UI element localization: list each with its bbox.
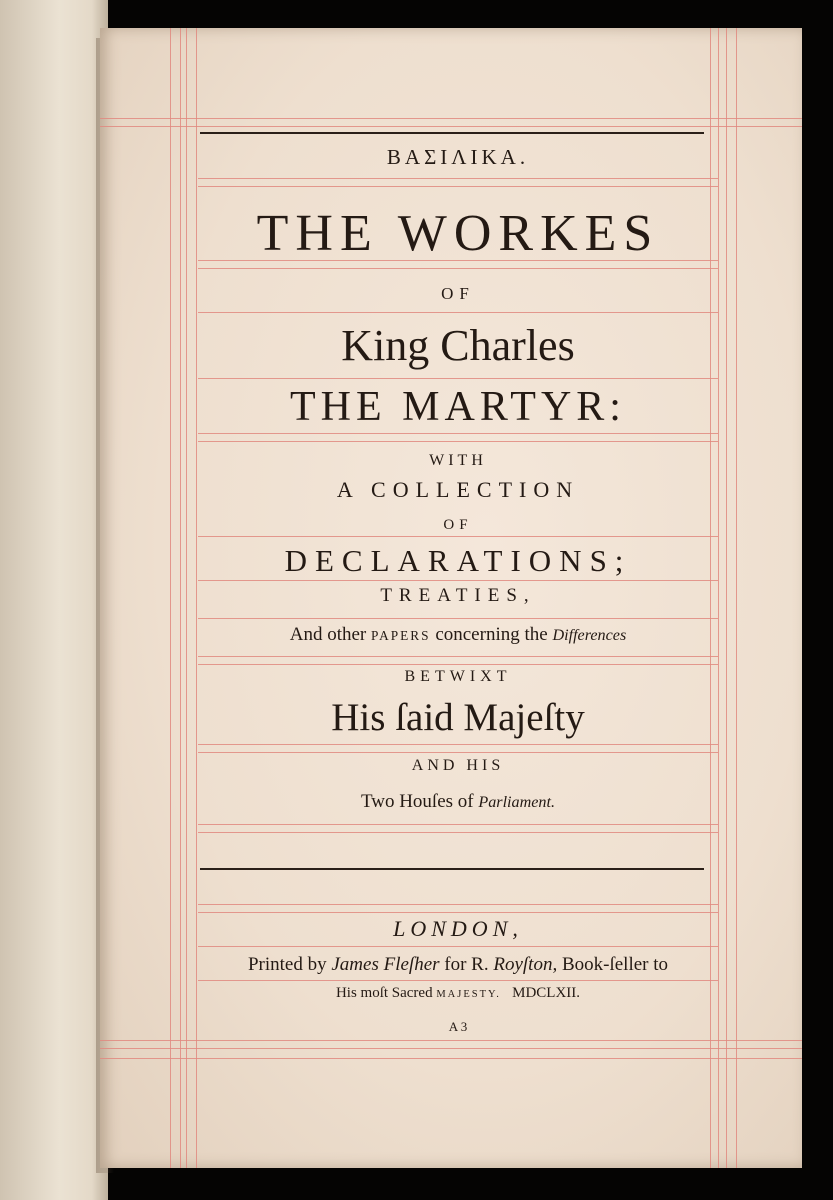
red-rule-inner bbox=[198, 656, 718, 657]
red-rule-horizontal bbox=[100, 126, 802, 127]
subject-line: King Charles bbox=[341, 321, 575, 370]
red-rule-vertical bbox=[170, 28, 171, 1168]
imprint-date: MDCLXII. bbox=[500, 985, 581, 1001]
papers-text: And other bbox=[289, 624, 371, 645]
papers-smallcaps: PAPERS bbox=[371, 628, 431, 643]
red-rule-inner bbox=[198, 832, 718, 833]
houses-line bbox=[198, 791, 718, 813]
red-rule-vertical bbox=[736, 28, 737, 1168]
red-rule-horizontal bbox=[100, 1048, 802, 1049]
of-line-2: OF bbox=[443, 517, 473, 533]
papers-text: concerning the bbox=[430, 624, 553, 645]
majesty-smallcaps: MAJESTY. bbox=[436, 989, 501, 1000]
red-rule-vertical bbox=[718, 28, 719, 1168]
printer-line bbox=[198, 954, 718, 976]
red-rule-inner bbox=[198, 980, 718, 981]
houses-text: Two Houſes of bbox=[360, 791, 479, 812]
red-rule-horizontal bbox=[100, 1040, 802, 1041]
printer-name-italic: James Fleſher bbox=[331, 954, 440, 975]
printed-rule-bottom bbox=[200, 868, 704, 870]
sacred-majesty-line bbox=[198, 985, 718, 1002]
red-rule-horizontal bbox=[100, 118, 802, 119]
red-rule-inner bbox=[198, 580, 718, 581]
red-rule-inner bbox=[198, 912, 718, 913]
red-rule-horizontal bbox=[100, 1058, 802, 1059]
printer-text: Printed by bbox=[247, 954, 332, 975]
red-rule-inner bbox=[198, 178, 718, 179]
sacred-text: His moſt Sacred bbox=[335, 985, 437, 1001]
declarations-line: DECLARATIONS; bbox=[284, 543, 632, 578]
red-rule-vertical bbox=[180, 28, 181, 1168]
red-rule-inner bbox=[198, 824, 718, 825]
red-rule-inner bbox=[198, 433, 718, 434]
imprint-place: LONDON, bbox=[393, 916, 523, 941]
signature-mark: A 3 bbox=[448, 1019, 468, 1034]
betwixt-line: BETWIXT bbox=[404, 668, 512, 685]
red-rule-vertical bbox=[726, 28, 727, 1168]
treaties-line: TREATIES, bbox=[380, 585, 536, 606]
main-title: THE WORKES bbox=[256, 205, 660, 262]
bookseller-name-italic: Royſton, bbox=[493, 954, 558, 975]
red-rule-inner bbox=[198, 186, 718, 187]
red-rule-inner bbox=[198, 904, 718, 905]
printer-text: for R. bbox=[439, 954, 494, 975]
red-rule-inner bbox=[198, 946, 718, 947]
red-rule-inner bbox=[198, 536, 718, 537]
red-rule-inner bbox=[198, 378, 718, 379]
collection-line: A COLLECTION bbox=[336, 477, 580, 502]
red-rule-inner bbox=[198, 618, 718, 619]
red-rule-inner bbox=[198, 268, 718, 269]
papers-line bbox=[198, 624, 718, 646]
parliament-italic: Parliament. bbox=[478, 794, 556, 811]
red-rule-inner bbox=[198, 441, 718, 442]
red-rule-inner bbox=[198, 744, 718, 745]
red-rule-inner bbox=[198, 752, 718, 753]
with-line: WITH bbox=[429, 452, 487, 469]
printer-text: Book-ſeller to bbox=[557, 954, 669, 975]
title-page bbox=[100, 28, 802, 1168]
facing-page bbox=[0, 0, 108, 1200]
of-line-1: OF bbox=[441, 284, 475, 303]
red-rule-inner bbox=[198, 312, 718, 313]
printed-rule-top bbox=[200, 132, 704, 134]
greek-title: ΒΑΣΙΛΙΚΑ. bbox=[386, 145, 530, 169]
majesty-line: His ſaid Majeſty bbox=[331, 696, 585, 739]
differences-italic: Differences bbox=[552, 627, 627, 644]
red-rule-vertical bbox=[186, 28, 187, 1168]
epithet-line: THE MARTYR: bbox=[290, 384, 626, 430]
red-rule-inner bbox=[198, 664, 718, 665]
and-his-line: AND HIS bbox=[411, 757, 505, 774]
